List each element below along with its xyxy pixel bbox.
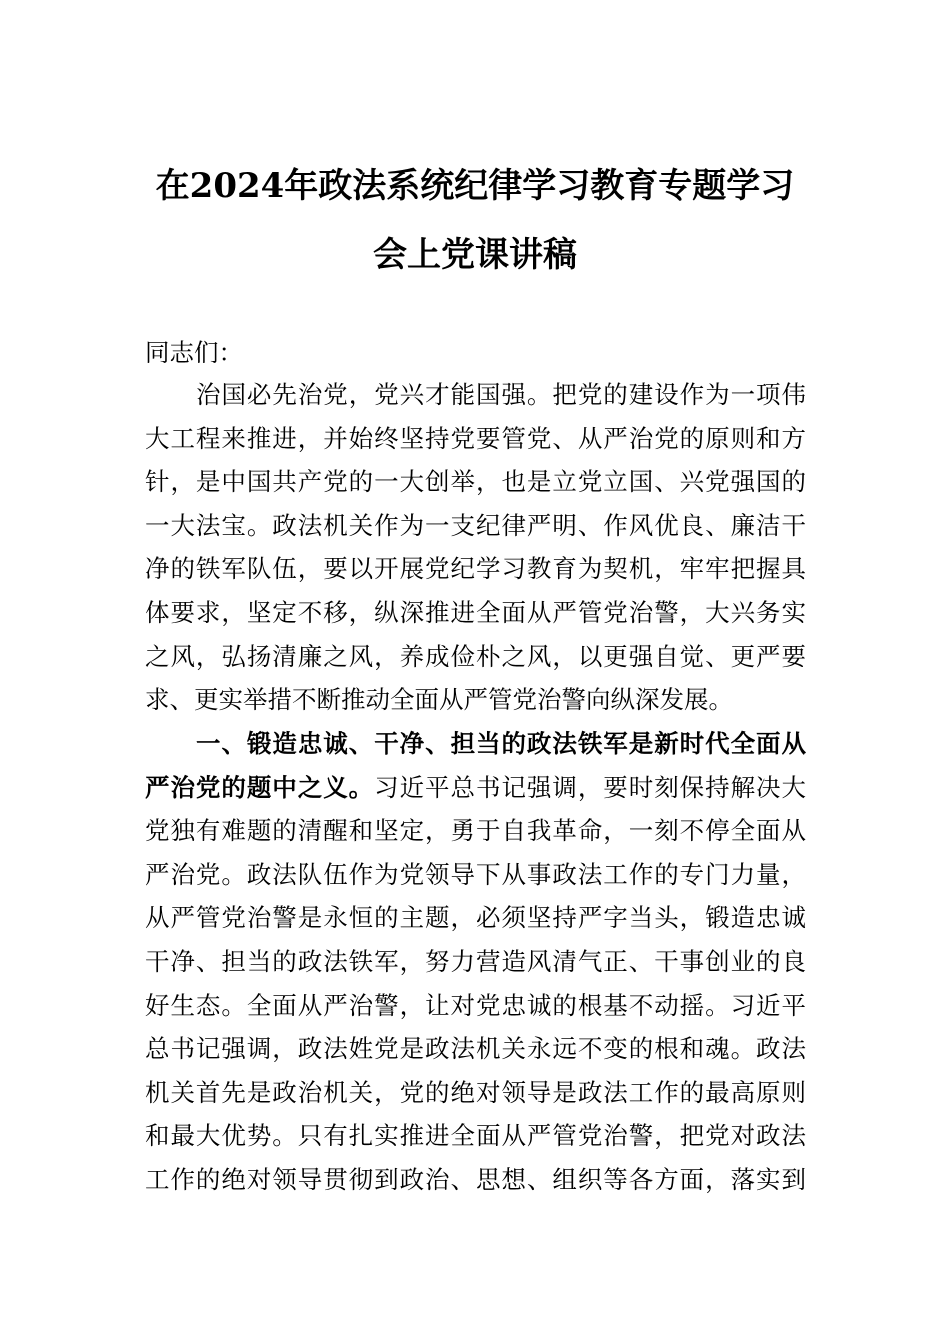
body-text: 一大法宝。政法机关作为一支纪律严明、作风优良、廉洁干	[145, 510, 806, 540]
text-line	[145, 766, 806, 810]
body-text: 求、更实举措不断推动全面从严管党治警向纵深发展。	[145, 685, 733, 715]
text-line	[145, 1071, 806, 1115]
text-line	[145, 1158, 806, 1202]
text-line	[145, 1027, 806, 1071]
body-text: 工作的绝对领导贯彻到政治、思想、组织等各方面，落实到	[145, 1164, 806, 1194]
body-text: 净的铁军队伍，要以开展党纪学习教育为契机，牢牢把握具	[145, 554, 806, 584]
text-line	[145, 547, 806, 591]
body-text: 针，是中国共产党的一大创举，也是立党立国、兴党强国的	[145, 467, 806, 497]
body-text: 治国必先治党，党兴才能国强。把党的建设作为一项伟	[196, 380, 806, 409]
body-text: 干净、担当的政法铁军，努力营造风清气正、干事创业的良	[145, 946, 806, 976]
body-text: 大工程来推进，并始终坚持党要管党、从严治党的原则和方	[145, 423, 806, 453]
paragraph-section-1	[145, 722, 806, 1202]
body-text: 总书记强调，政法姓党是政法机关永远不变的根和魂。政法	[145, 1034, 806, 1064]
text-line	[145, 678, 806, 722]
text-line	[145, 504, 806, 548]
text-line	[145, 896, 806, 940]
document-title-line-2: 会上党课讲稿	[373, 235, 577, 275]
section-heading-text: 一、锻造忠诚、干净、担当的政法铁军是新时代全面从	[196, 729, 806, 758]
text-line	[145, 722, 806, 766]
text-line	[145, 1114, 806, 1158]
text-line	[145, 635, 806, 679]
body-text: 之风，弘扬清廉之风，养成俭朴之风，以更强自觉、更严要	[145, 641, 806, 671]
text-line	[145, 809, 806, 853]
body-text: 体要求，坚定不移，纵深推进全面从严管党治警，大兴务实	[145, 597, 806, 627]
body-text: 严治党。政法队伍作为党领导下从事政法工作的专门力量，	[145, 859, 806, 889]
greeting: 同志们：	[145, 338, 243, 367]
text-line	[145, 460, 806, 504]
body-text: 习近平总书记强调，要时刻保持解决大	[374, 772, 806, 802]
body-text: 和最大优势。只有扎实推进全面从严管党治警，把党对政法	[145, 1121, 806, 1151]
text-line	[145, 417, 806, 461]
document-title-line-1: 在2024年政法系统纪律学习教育专题学习	[155, 166, 795, 206]
paragraph-intro	[145, 373, 806, 722]
body-text: 好生态。全面从严治警，让对党忠诚的根基不动摇。习近平	[145, 990, 806, 1020]
text-line	[145, 984, 806, 1028]
text-line	[145, 853, 806, 897]
body-text: 党独有难题的清醒和坚定，勇于自我革命，一刻不停全面从	[145, 816, 806, 846]
text-line	[145, 373, 806, 417]
section-heading-text: 严治党的题中之义。	[145, 772, 375, 802]
text-line	[145, 591, 806, 635]
body-text: 机关首先是政治机关，党的绝对领导是政法工作的最高原则	[145, 1077, 806, 1107]
text-line	[145, 940, 806, 984]
body-text: 从严管党治警是永恒的主题，必须坚持严字当头，锻造忠诚	[145, 903, 806, 933]
